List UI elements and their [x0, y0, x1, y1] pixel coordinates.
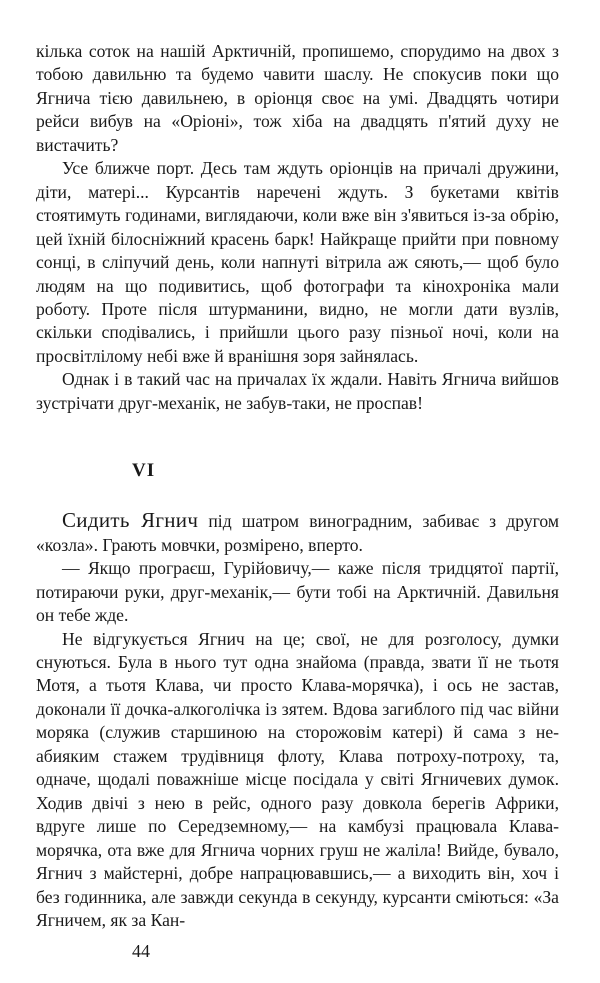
paragraph: Усе ближче порт. Десь там ждуть оріонців на причалі дружини, діти, матері... Курсантів наречені ждуть. З букетами квітів стоятимуть годинами, виглядаючи, коли вже він з'явиться із-за обрію, цей їхній білосніжний красень барк! Найкраще прийти при повному сонці, в сліпучий день, коли напнуті вітрила аж сяють,— щоб було людям на що подивитись, щоб фотографи та кінохроніка мали роботу. Проте після штурманини, видно, не могли дати вузлів, скільки сподівались, і прийшли цього разу пізньої ночі, коли на просвітлілому небі вже й вранішня зоря зайнялась. [36, 158, 559, 366]
paragraph: Не відгукується Ягнич на це; свої, не для розголосу, думки снуються. Була в нього тут одна знайома (правда, звати її не тьотя Мотя, а тьотя Клава, чи просто Клава-морячка), і ось не застав, доконали її дочка-алкоголічка із зятем. Вдова загиблого під час війни моряка (служив старшиною на сторожовім катері) й сама з неабияким стажем трудівниця флоту, Клава потроху-потроху, та, одначе, щодалі поважніше місце посідала у світі Ягничевих думок. Ходив двічі з нею в рейс, одного разу довкола берегів Африки, вдруге лише по Середземному,— на камбузі працювала Клава-морячка, ота вже для Ягнича чорних груш не жаліла! Вийде, бувало, Ягнич з майстерні, добре напрацювавшись,— а виходить він, хоч і без годинника, але завжди секунда в секунду, курсанти сміються: «За Ягничем, як за Кан- [36, 628, 559, 930]
chapter-opening-phrase: Сидить Ягнич [62, 508, 199, 533]
chapter-heading: VI [132, 460, 156, 482]
page-number: 44 [132, 941, 150, 961]
chapter-opening-paragraph [36, 509, 559, 557]
paragraph: Однак і в такий час на причалах їх ждали. Навіть Ягнича вийшов зустрічати друг-механік, не забув-таки, не проспав! [36, 369, 559, 413]
paragraph: — Якщо програєш, Гурійовичу,— каже після тридцятої партії, потираючи руки, друг-механік,— бути тобі на Арктичній. Давильня он тебе жде. [36, 558, 559, 626]
chapter-opening-text: під шатром виноградним, забиває з другом «козла». Грають мовчки, розмірено, вперто. [36, 511, 559, 555]
book-page [36, 40, 559, 932]
paragraph: кілька соток на нашій Арктичній, пропишемо, спорудимо на двох з тобою давильню та будемо чавити шаслу. Не спокусив поки що Ягнича тією давильнею, в оріонця своє на умі. Двадцять чотири рейси вибув на «Оріоні», тож хіба на двадцять п'ятий духу не вистачить? [36, 41, 559, 155]
